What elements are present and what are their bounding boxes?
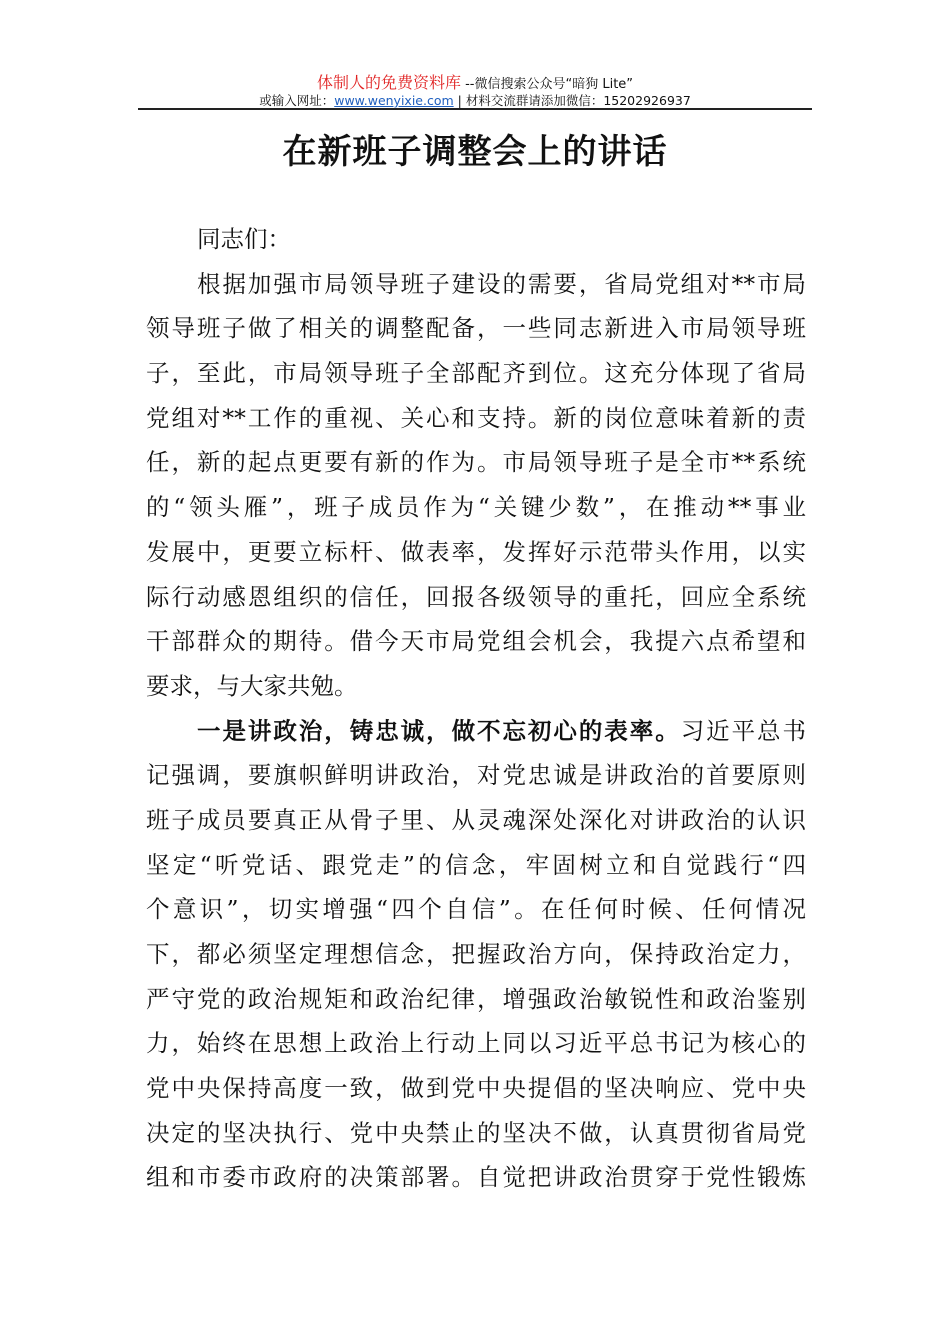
text-line: 党组对**工作的重视、关心和支持。新的岗位意味着新的责: [146, 403, 806, 432]
brand-name: 体制人的免费资料库: [316, 73, 461, 92]
text-line: 际行动感恩组织的信任，回报各级领导的重托，回应全系统: [146, 582, 806, 611]
text-line: 班子成员要真正从骨子里、从灵魂深处深化对讲政治的认识: [146, 805, 806, 834]
salutation: 同志们：: [197, 225, 291, 253]
watermark-header: [0, 70, 950, 93]
paragraph-2: [146, 760, 806, 1207]
website-link[interactable]: www.wenyixie.com: [334, 93, 454, 108]
text-line: 发展中，更要立标杆、做表率，发挥好示范带头作用，以实: [146, 537, 806, 566]
text-line: 干部群众的期待。借今天市局党组会机会，我提六点希望和: [146, 627, 806, 656]
contact-info: | 材料交流群请添加微信：15202926937: [453, 93, 691, 108]
document-title: 在新班子调整会上的讲话: [282, 132, 668, 172]
text-line: 坚定“听党话、跟党走”的信念，牢固树立和自觉践行“四: [146, 850, 806, 879]
text-line: 要求，与大家共勉。: [146, 671, 358, 700]
document-body: [146, 224, 806, 1207]
text-line: 领导班子做了相关的调整配备，一些同志新进入市局领导班: [146, 314, 806, 343]
url-prefix: 或输入网址：: [259, 93, 335, 108]
text-line: 力，始终在思想上政治上行动上同以习近平总书记为核心的: [146, 1029, 806, 1058]
text-line: 的“领头雁”，班子成员作为“关键少数”，在推动**事业: [146, 493, 806, 522]
tagline: --微信搜索公众号“暗狗 Lite”: [465, 77, 634, 92]
text-line: 严守党的政治规矩和政治纪律，增强政治敏锐性和政治鉴别: [146, 984, 806, 1013]
header-divider: [138, 108, 812, 110]
paragraph-1: [146, 269, 806, 716]
text-line: 决定的坚决执行、党中央禁止的坚决不做，认真贯彻省局党: [146, 1118, 806, 1147]
contact-line: [0, 91, 950, 109]
paragraph-2-first-line: [146, 716, 806, 761]
text-line: 任，新的起点更要有新的作为。市局领导班子是全市**系统: [146, 448, 806, 477]
text-line: 党中央保持高度一致，做到党中央提倡的坚决响应、党中央: [146, 1074, 806, 1103]
text-line: 下，都必须坚定理想信念，把握政治方向，保持政治定力，: [146, 940, 806, 968]
paragraph-2-lead: 习近平总书: [680, 716, 807, 745]
text-line: 根据加强市局领导班子建设的需要，省局党组对**市局: [197, 269, 806, 298]
text-line: 记强调，要旗帜鲜明讲政治，对党忠诚是讲政治的首要原则: [146, 761, 806, 790]
text-line: 个意识”，切实增强“四个自信”。在任何时候、任何情况: [146, 895, 806, 924]
text-line: 子，至此，市局领导班子全部配齐到位。这充分体现了省局: [146, 359, 806, 388]
text-line: 组和市委市政府的决策部署。自觉把讲政治贯穿于党性锻炼: [146, 1163, 806, 1192]
paragraph-2-heading: 一是讲政治，铸忠诚，做不忘初心的表率。: [197, 716, 681, 745]
